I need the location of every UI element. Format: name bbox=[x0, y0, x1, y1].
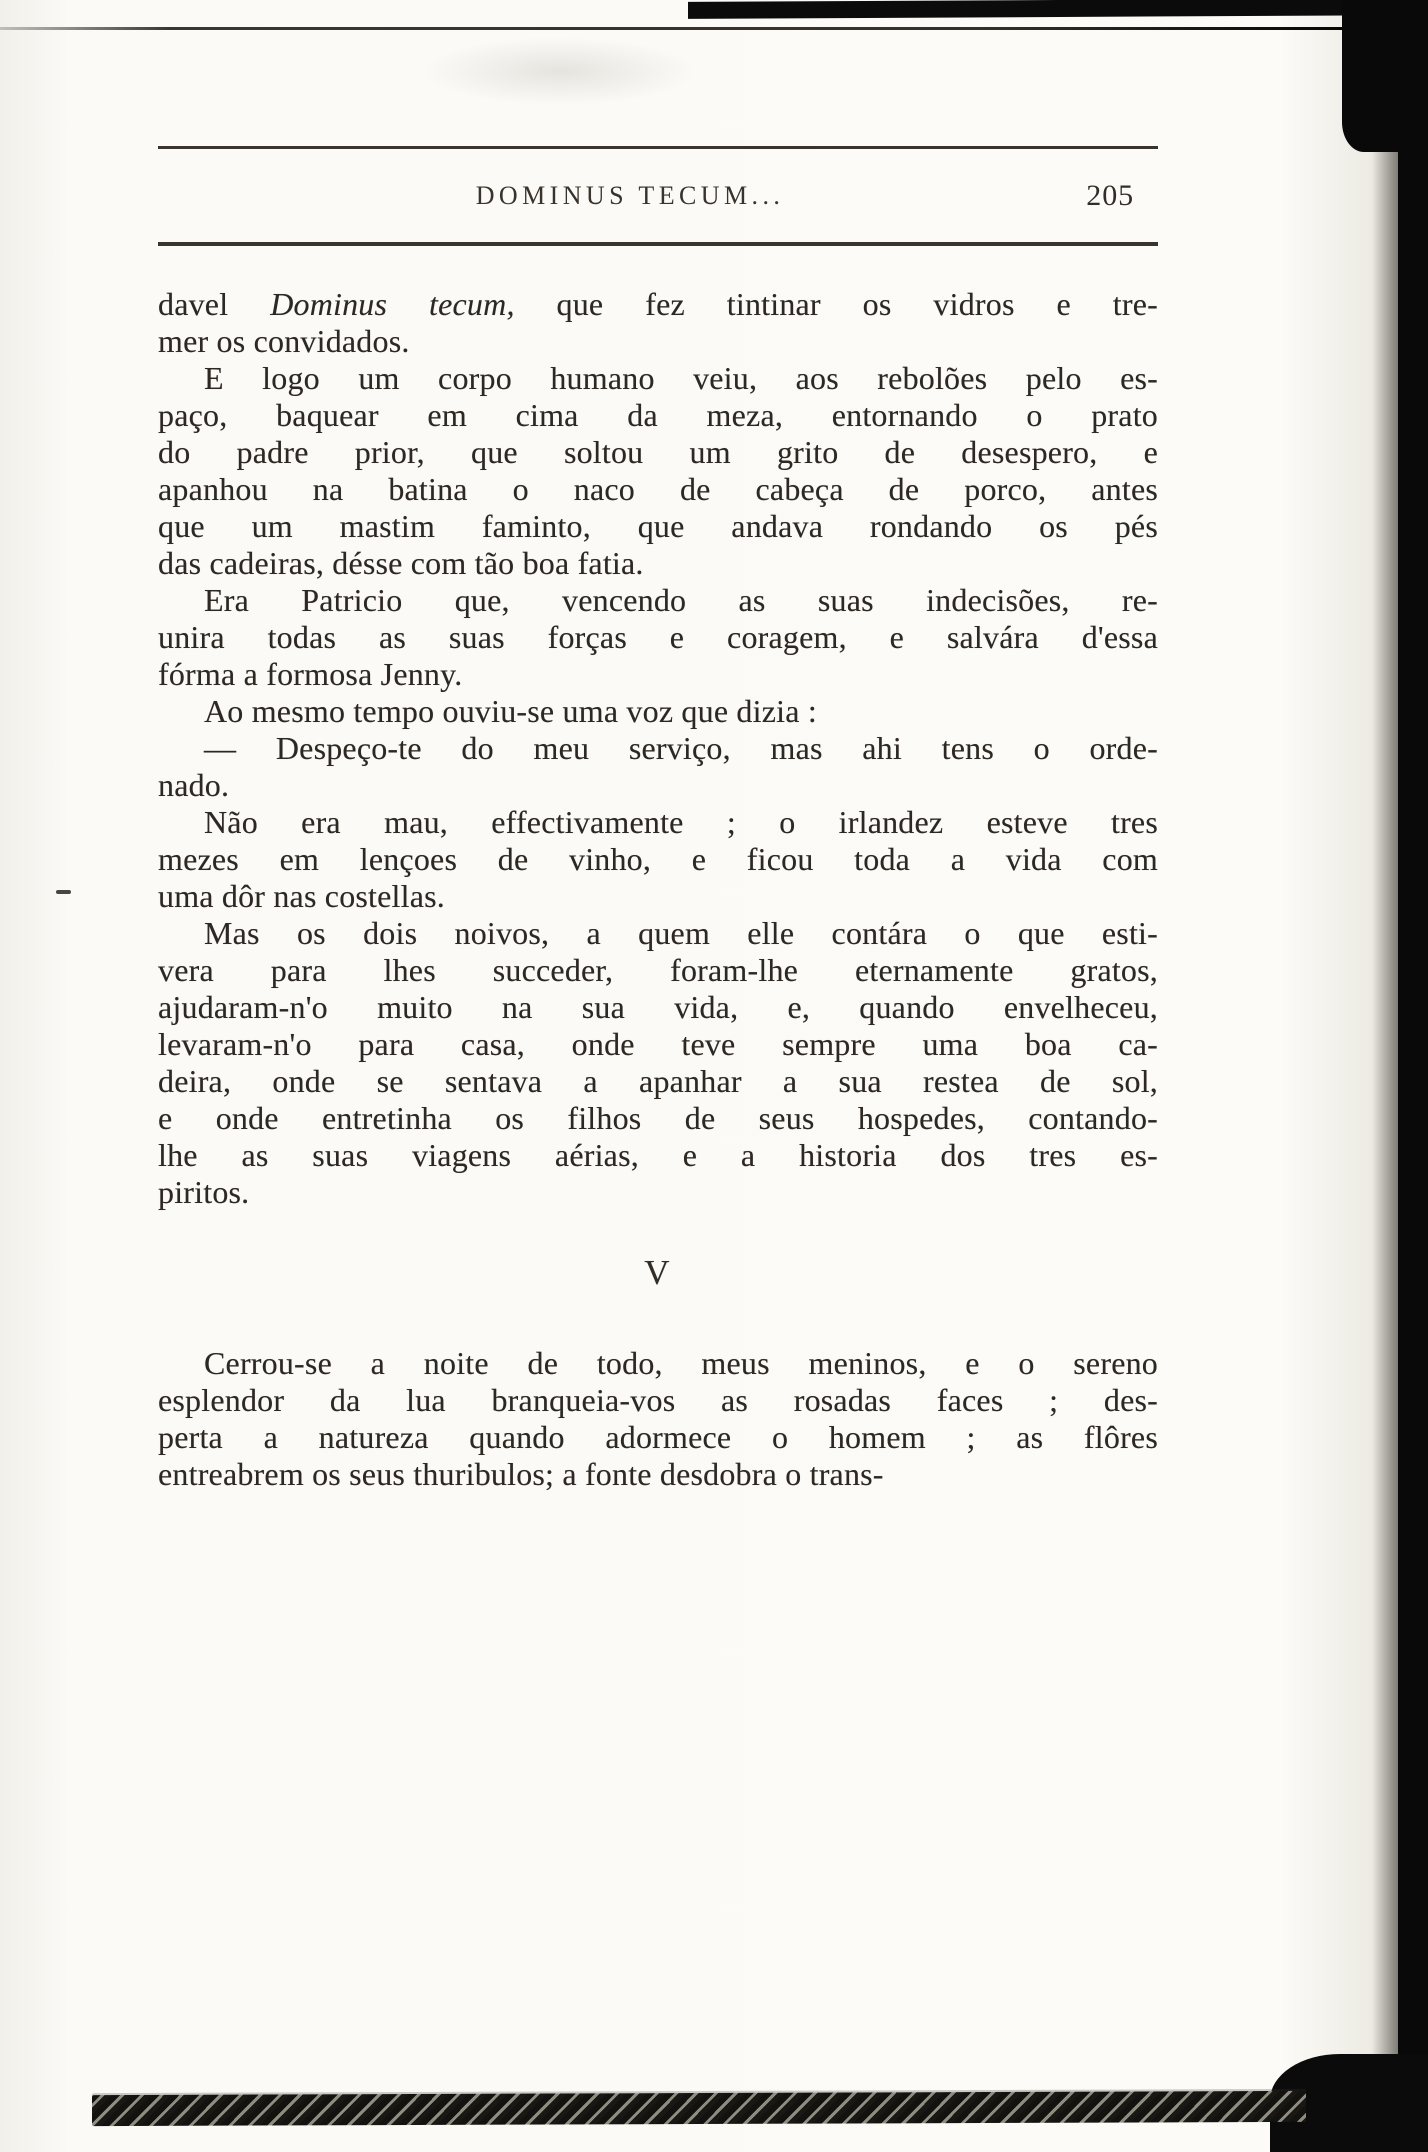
paragraph bbox=[158, 286, 1158, 360]
text-line: lhe as suas viagens aérias, e a historia dos tres es- bbox=[158, 1137, 1158, 1173]
text-line: vera para lhes succeder, foram-lhe eternamente gratos, bbox=[158, 952, 1158, 988]
text-line: do padre prior, que soltou um grito de desespero, e bbox=[158, 434, 1158, 470]
text-line: Não era mau, effectivamente ; o irlandez esteve tres bbox=[204, 804, 1158, 840]
text-line: uma dôr nas costellas. bbox=[158, 878, 445, 914]
section-heading: V bbox=[644, 1253, 672, 1292]
paragraph bbox=[158, 693, 1158, 730]
text-line: esplendor da lua branqueia-vos as rosadas faces ; des- bbox=[158, 1382, 1158, 1418]
italic-phrase: Dominus tecum, bbox=[270, 286, 515, 322]
text-line: levaram-n'o para casa, onde teve sempre uma boa ca- bbox=[158, 1026, 1158, 1062]
text-line: Cerrou-se a noite de todo, meus meninos, e o sereno bbox=[204, 1345, 1158, 1381]
text-line: perta a natureza quando adormece o homem ; as flôres bbox=[158, 1419, 1158, 1455]
scan-right-black-edge bbox=[1398, 0, 1428, 2152]
paragraph bbox=[158, 360, 1158, 582]
text-line bbox=[158, 286, 1158, 323]
text-line: apanhou na batina o naco de cabeça de porco, antes bbox=[158, 471, 1158, 507]
text-line: nado. bbox=[158, 767, 230, 803]
scan-smudge-artifact bbox=[420, 36, 700, 106]
running-title: DOMINUS TECUM... bbox=[475, 180, 785, 210]
scan-margin-mark bbox=[56, 890, 71, 894]
text-line: Mas os dois noivos, a quem elle contára o que esti- bbox=[204, 915, 1158, 951]
text-line: fórma a formosa Jenny. bbox=[158, 656, 463, 692]
scan-top-edge-line bbox=[0, 27, 1402, 30]
text-line: e onde entretinha os filhos de seus hospedes, contando- bbox=[158, 1100, 1158, 1136]
text-line: mer os convidados. bbox=[158, 323, 410, 359]
text-line: mezes em lençoes de vinho, e ficou toda a vida com bbox=[158, 841, 1158, 877]
text-line: das cadeiras, désse com tão boa fatia. bbox=[158, 545, 644, 581]
page-number: 205 bbox=[1086, 178, 1134, 212]
text-line: — Despeço-te do meu serviço, mas ahi tens o orde- bbox=[204, 730, 1158, 766]
paragraph bbox=[158, 582, 1158, 693]
text-line: E logo um corpo humano veiu, aos rebolões pelo es- bbox=[204, 360, 1158, 396]
paragraph bbox=[158, 804, 1158, 915]
paragraph bbox=[158, 730, 1158, 804]
text-line: Era Patricio que, vencendo as suas indecisões, re- bbox=[204, 582, 1158, 618]
text-line: entreabrem os seus thuribulos; a fonte desdobra o trans- bbox=[158, 1456, 884, 1492]
paragraph bbox=[158, 1345, 1158, 1493]
text-column bbox=[158, 146, 1158, 1493]
text-line: Ao mesmo tempo ouviu-se uma voz que dizia : bbox=[204, 693, 817, 729]
scan-bottom-hatched-strip bbox=[92, 2091, 1306, 2126]
scan-top-black-bar bbox=[688, 0, 1428, 19]
body-text bbox=[158, 246, 1158, 1493]
scan-right-shadow bbox=[1372, 0, 1398, 2152]
text-line: piritos. bbox=[158, 1174, 250, 1210]
text-line: paço, baquear em cima da meza, entornando o prato bbox=[158, 397, 1158, 433]
text-line: ajudaram-n'o muito na sua vida, e, quando envelheceu, bbox=[158, 989, 1158, 1025]
text-segment: que fez tintinar os vidros e tre- bbox=[514, 286, 1158, 322]
text-line: deira, onde se sentava a apanhar a sua restea de sol, bbox=[158, 1063, 1158, 1099]
text-line: que um mastim faminto, que andava rondando os pés bbox=[158, 508, 1158, 544]
scan-top-right-black-blob bbox=[1342, 0, 1428, 152]
text-segment: davel bbox=[158, 286, 271, 322]
text-line: unira todas as suas forças e coragem, e salvára d'essa bbox=[158, 619, 1158, 655]
paragraph bbox=[158, 915, 1158, 1211]
page-header bbox=[158, 149, 1158, 242]
